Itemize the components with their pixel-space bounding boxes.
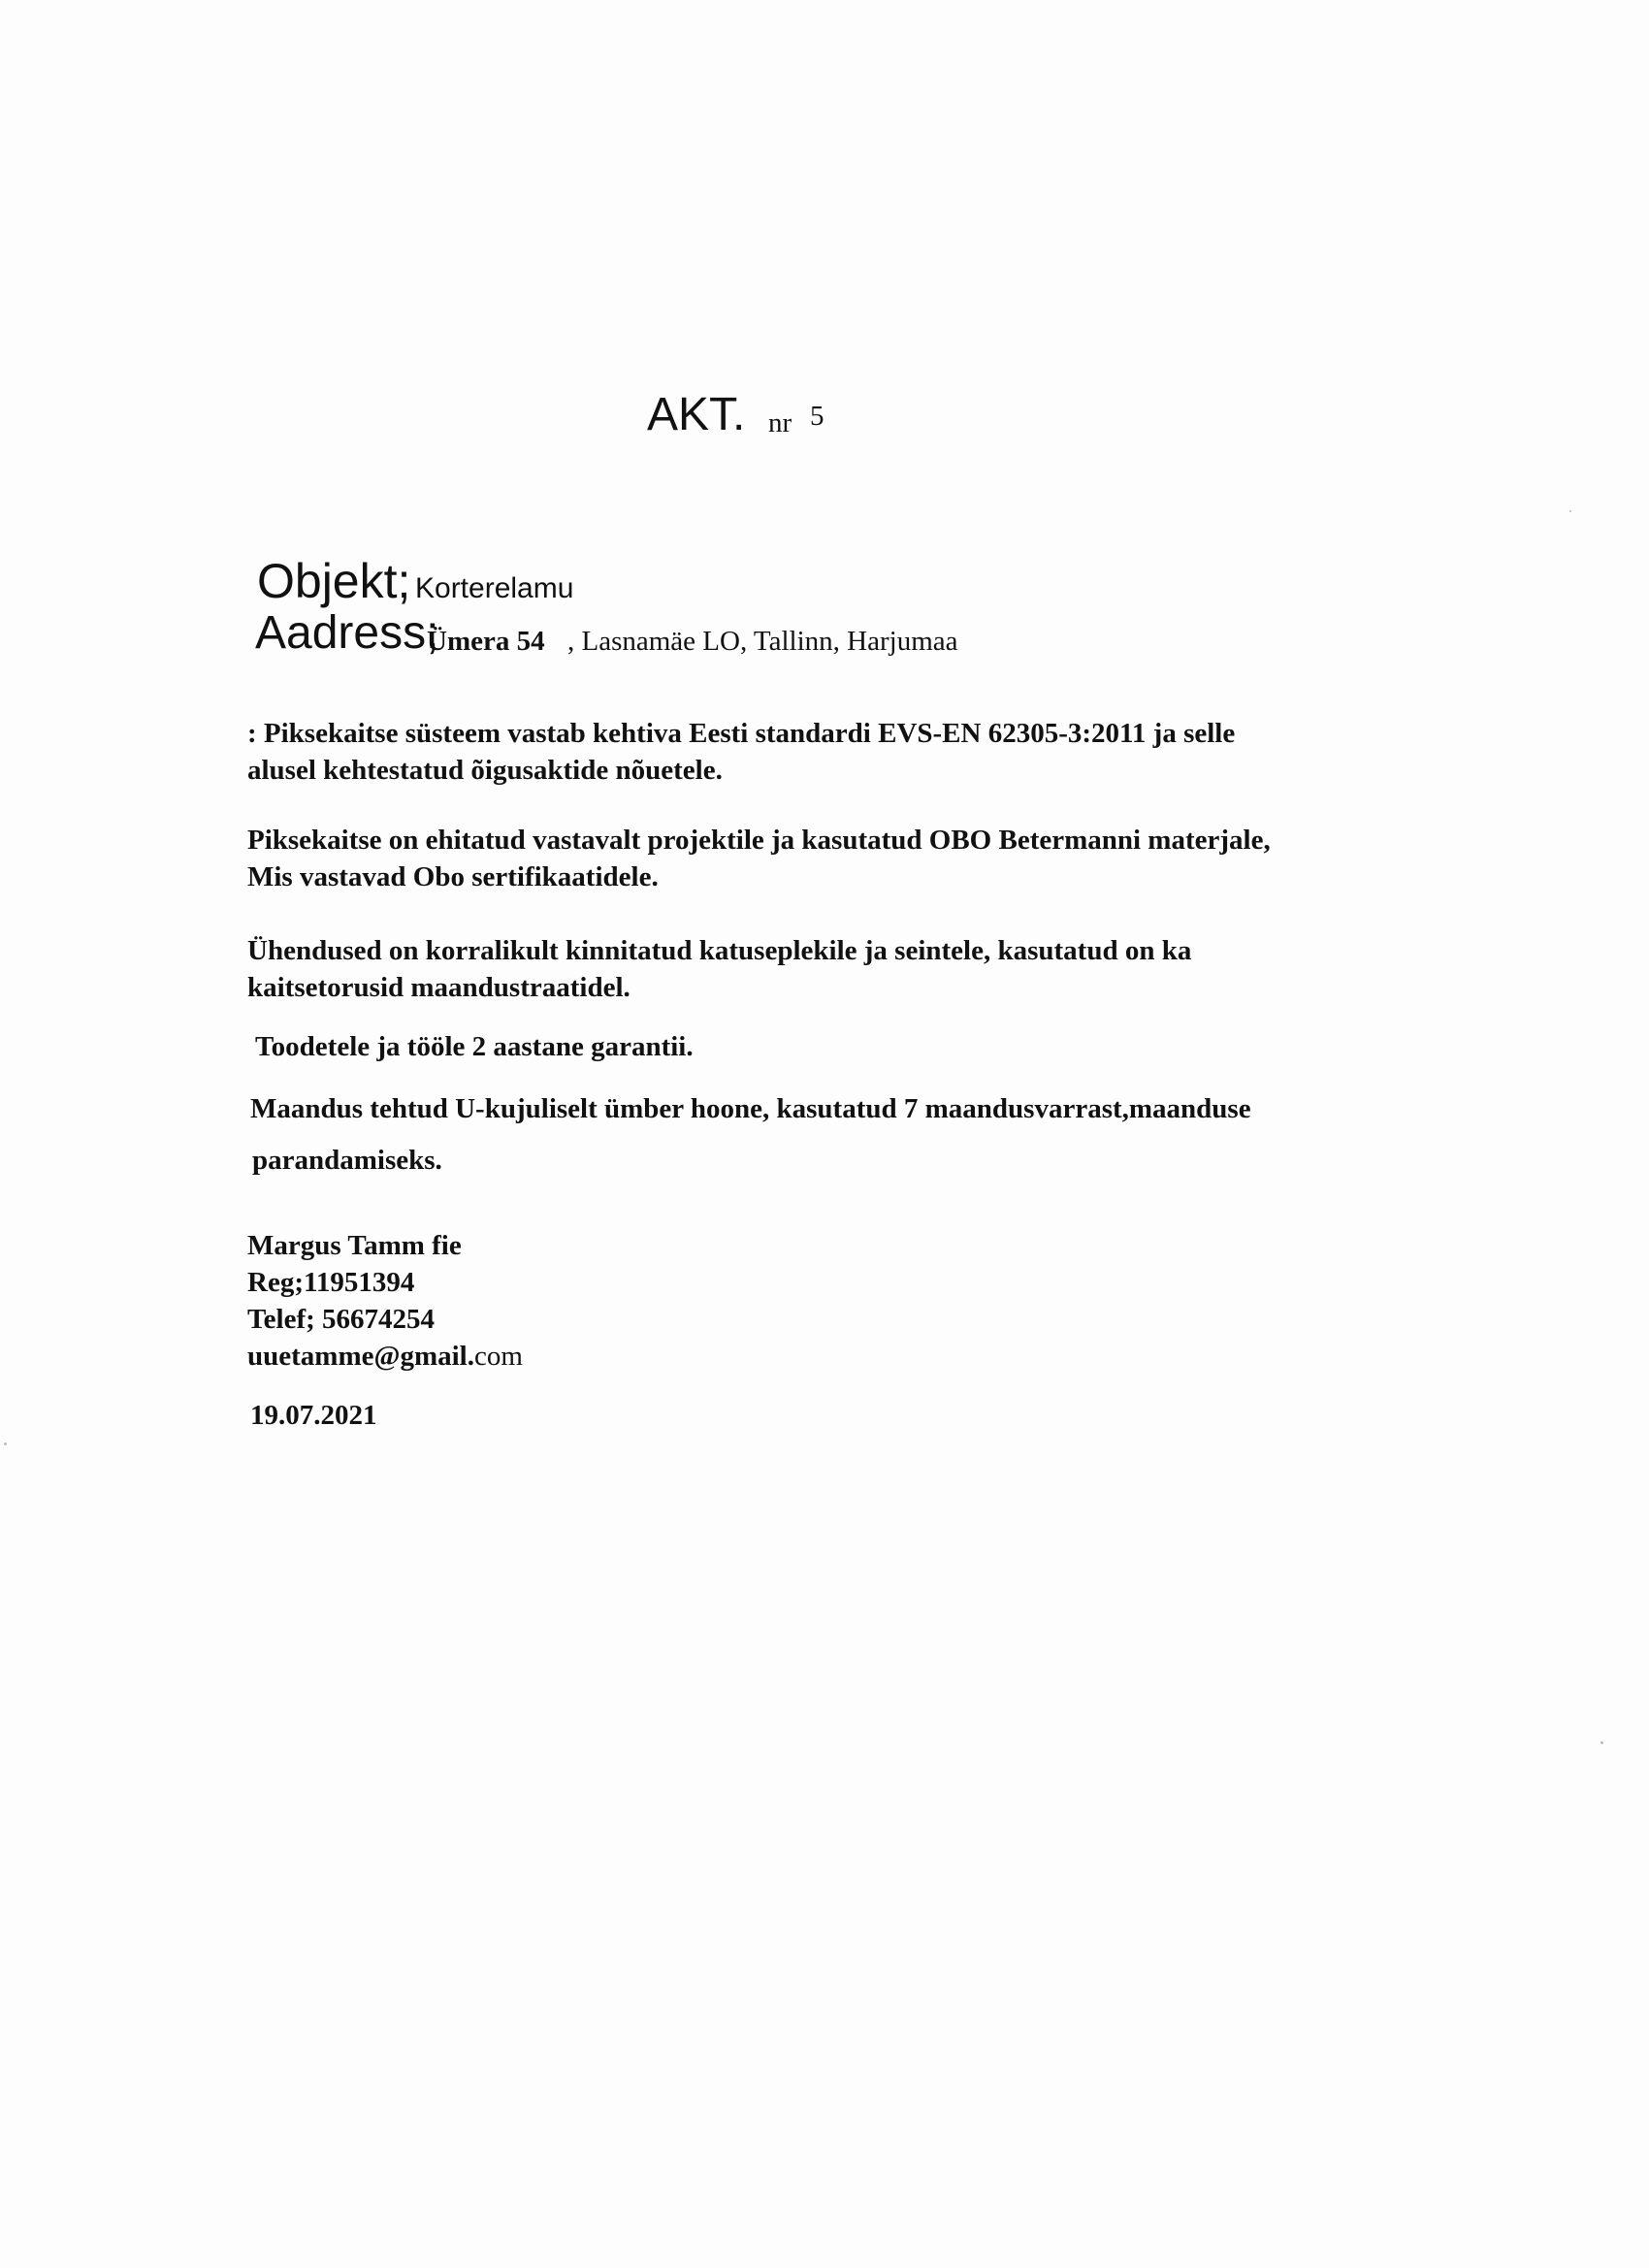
paragraph-standard-line-2: alusel kehtestatud õigusaktide nõuetele. (247, 755, 723, 786)
signature-reg: Reg;11951394 (247, 1267, 415, 1298)
signature-phone: Telef; 56674254 (247, 1304, 436, 1335)
paragraph-materials-line-1: Piksekaitse on ehitatud vastavalt projektile ja kasutatud OBO Betermanni materjale, (247, 825, 1271, 856)
paragraph-standard-line-1: : Piksekaitse süsteem vastab kehtiva Eesti standardi EVS-EN 62305-3:2011 ja selle (247, 718, 1236, 749)
address-street: Ümera 54 (427, 626, 545, 657)
signature-email-tld: com (473, 1341, 523, 1372)
scan-speck (1569, 510, 1571, 512)
document-number: 5 (810, 401, 824, 432)
signature-email-user: uuetamme@gmail. (247, 1341, 474, 1372)
paragraph-grounding-line-1: Maandus tehtud U-kujuliselt ümber hoone, kasutatud 7 maandusvarrast,maanduse (250, 1093, 1251, 1124)
object-label: Objekt; (257, 554, 411, 608)
document-number-label: nr (768, 407, 792, 438)
paragraph-materials-line-2: Mis vastavad Obo sertifikaatidele. (247, 861, 659, 892)
signature-email (247, 1338, 523, 1375)
scan-speck (1600, 1741, 1603, 1744)
paragraph-connections-line-1: Ühendused on korralikult kinnitatud katuseplekile ja seintele, kasutatud on ka (247, 935, 1192, 966)
paragraph-grounding-line-2: parandamiseks. (252, 1145, 442, 1176)
paragraph-warranty: Toodetele ja tööle 2 aastane garantii. (255, 1031, 694, 1062)
scan-speck (4, 1442, 7, 1445)
address-rest: , Lasnamäe LO, Tallinn, Harjumaa (567, 626, 958, 657)
document-title: AKT. (647, 389, 746, 440)
address-label: Aadress; (255, 607, 439, 659)
signature-name: Margus Tamm fie (247, 1230, 462, 1261)
object-value: Korterelamu (415, 572, 574, 604)
signature-date: 19.07.2021 (250, 1400, 377, 1431)
paragraph-connections-line-2: kaitsetorusid maandustraatidel. (247, 972, 630, 1003)
